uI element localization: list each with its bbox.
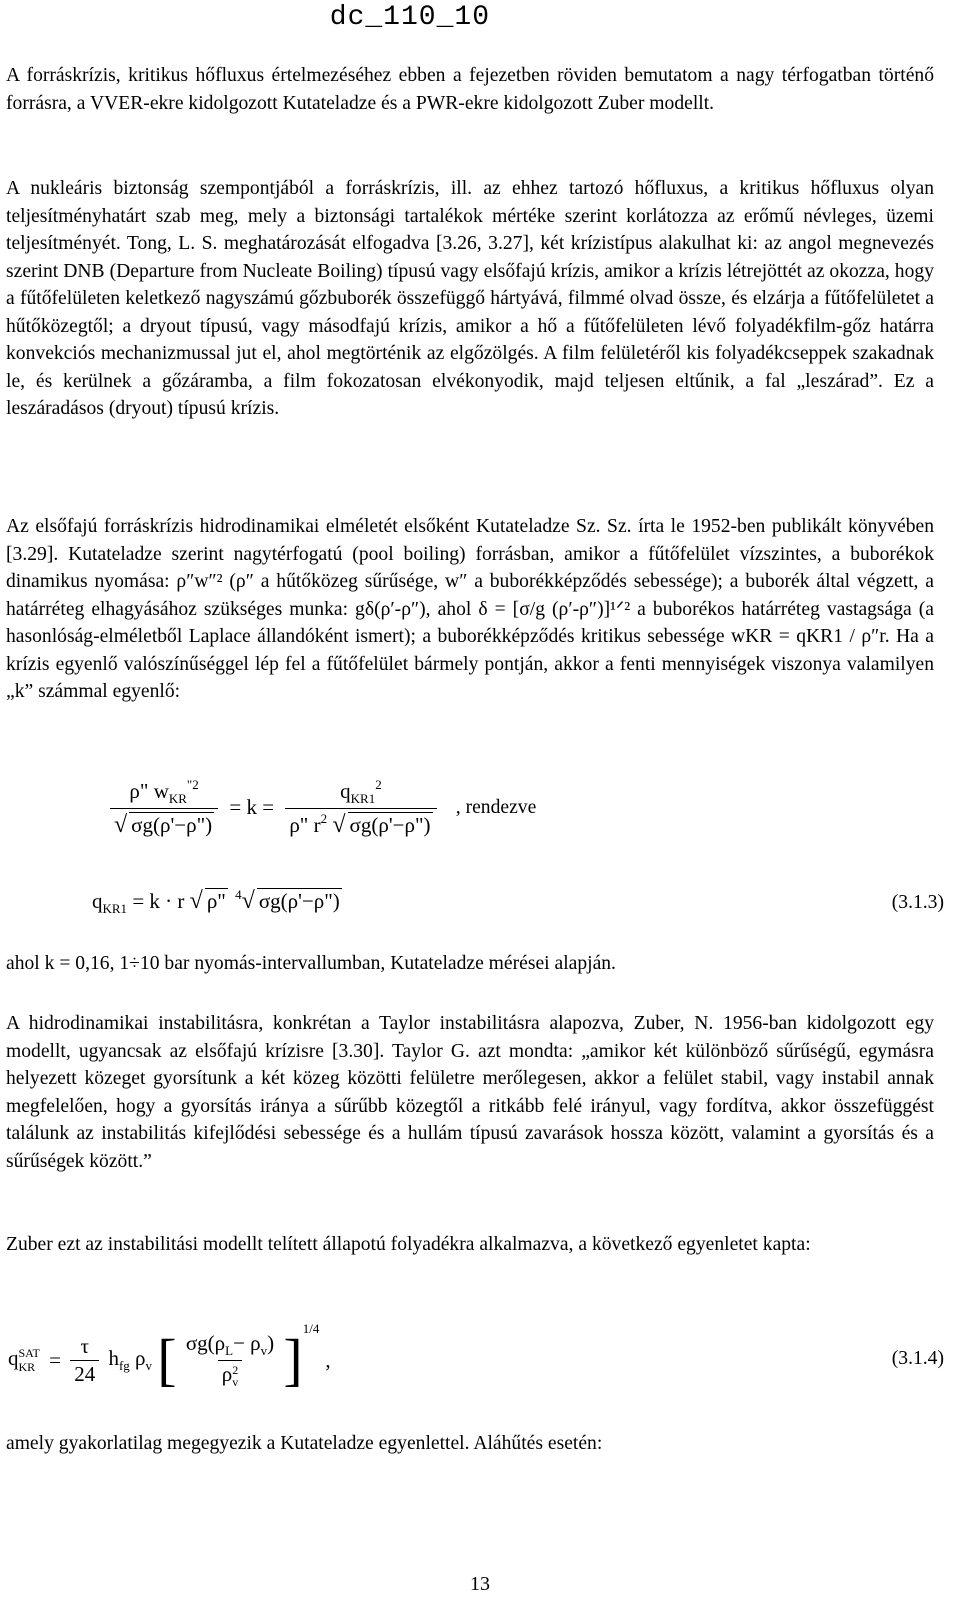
equation-critical-heat-flux: $q_{KR1} = k \cdot r$ √ ρ" $^4$√ σg(ρ'−ρ"): [92, 887, 340, 916]
equation-number-3-1-3: (3.1.3): [891, 892, 944, 913]
paragraph-crisis-types: A nukleáris biztonság szempontjából a forráskrízis, ill. az ehhez tartozó hőfluxus, a kritikus hőfluxus olyan teljesítményhatárt szab meg, mely a biztonsági tartalékok mértéke szerint korlátozza az erőmű névleges, üzemi teljesítményét. Tong, L. S. meghatározását elfogadva [3.26, 3.27], két krízistípus alakulhat ki: az angol megnevezés szerint DNB (Departure from Nucleate Boiling) típusú vagy elsőfajú krízis, amikor a krízis létrejöttét az okozza, hogy a fűtőfelületen keletkező nagyszámú gőzbuborék összefüggő hártyává, filmmé olvad össze, és elzárja a fűtőfelületet a hűtőközegtől; a dryout típusú, vagy másodfajú krízis, amikor a hő a fűtőfelületen lévő folyadékfilm-gőz határra konvekciós mechanizmussal jut el, ahol megtörténik az elgőzölgés. A film felületéről kis folyadékcseppek szakadnak le, és kerülnek a gőzáramba, a film fokozatosan elvékonyodik, majd teljesen eltűnik, a fal „leszárad”. Ez a leszáradásos (dryout) típusú krízis.: [6, 178, 934, 419]
paragraph-k-value: ahol k = 0,16, 1÷10 bar nyomás-intervallumban, Kutateladze mérései alapján.: [6, 953, 616, 974]
left-bracket: [: [157, 1327, 177, 1393]
fraction-tau: $\frac{\tau}{24}$: [70, 1336, 99, 1385]
paragraph-zuber-equation-intro: Zuber ezt az instabilitási modellt telített állapotú folyadékra alkalmazva, a következő egyenletet kapta:: [6, 1234, 811, 1255]
document-id: dc_110_10: [329, 2, 490, 33]
fraction-right: $\frac{q_{KR1}^2}{\rho" r^2 √ \sigma g(\rho'-\rho")}$: [285, 778, 436, 837]
equation-number-3-1-4: (3.1.4): [891, 1348, 944, 1369]
right-bracket: ]: [283, 1327, 303, 1393]
equation-zuber: q SAT KR = $\frac{\tau}{24}$ $h_{fg}$ $\rho_v$ [ $\sigma g(\rho_L- \rho_v)$ ρ 2 v ]$^{1/4}$,: [8, 1321, 331, 1393]
paragraph-zuber-taylor: A hidrodinamikai instabilitásra, konkrétan a Taylor instabilitásra alapozva, Zuber, N. 1956-ban kidolgozott egy modellt, ugyancsak az elsőfajú krízisre [3.30]. Taylor G. azt mondta: „amikor két különböző sűrűségű, egymásra helyezett közeget gyorsítunk a két közeg közötti felületre merőlegesen, akkor a felület stabil, vagy instabil annak megfelelően, hogy a gyorsítás iránya a sűrűbb közegtől a ritkább felé irányul, vagy fordítva, akkor összefüggést találunk az instabilitás kifejlődési sebessége és a hullám típusú zavarások hossza között, valamint a gyorsítás és a sűrűségek között.”: [6, 1013, 934, 1172]
paragraph-subcooling: amely gyakorlatilag megegyezik a Kutateladze egyenlettel. Aláhűtés esetén:: [6, 1433, 603, 1454]
page-number: 13: [470, 1573, 490, 1595]
fraction-left: $\frac{\rho" w_{KR}^{"2}}{√ \sigma g(\rho'-\rho")}$: [110, 778, 218, 837]
paragraph-kutateladze: Az elsőfajú forráskrízis hidrodinamikai elméletét elsőként Kutateladze Sz. Sz. írta le 1952-ben publikált könyvében [3.29]. Kutateladze szerint nagytérfogatú (pool boiling) forrásban, amikor a fűtőfelület vízszintes, a buborékok dinamikus nyomása: ρ″w″² (ρ″ a hűtőközeg sűrűsége, w″ a buborékképződés sebessége); a buborék által végzett, a határréteg elhagyásához szükséges munka: gδ(ρ′-ρ″), ahol δ = [σ/g (ρ′-ρ″)]¹ᐟ² a buborékos határréteg vastagsága (a hasonlóság-elméletből Laplace állandóként ismert); a buborékképződés kritikus sebessége wKR = qKR1 / ρ″r. Ha a krízis egyenlő valószínűséggel lép fel a fűtőfelület bármely pontján, akkor a fenti mennyiségek viszonya valamilyen „k” számmal egyenlő:: [6, 516, 934, 702]
fraction-inner: $\sigma g(\rho_L- \rho_v)$ ρ 2 v: [185, 1330, 275, 1389]
paragraph-intro: A forráskrízis, kritikus hőfluxus értelmezéséhez ebben a fejezetben röviden bemutatom a nagy térfogatban történő forrásra, a VVER-ekre kidolgozott Kutateladze és a PWR-ekre kidolgozott Zuber modellt.: [6, 65, 934, 114]
equation-kutateladze-ratio: $\frac{\rho" w_{KR}^{"2}}{√ \sigma g(\rho'-\rho")}$ = k = $\frac{q_{KR1}^2}{\rho" r^2 √ \sigma g(\rho'-\rho")}$ , rendezve: [110, 778, 536, 837]
